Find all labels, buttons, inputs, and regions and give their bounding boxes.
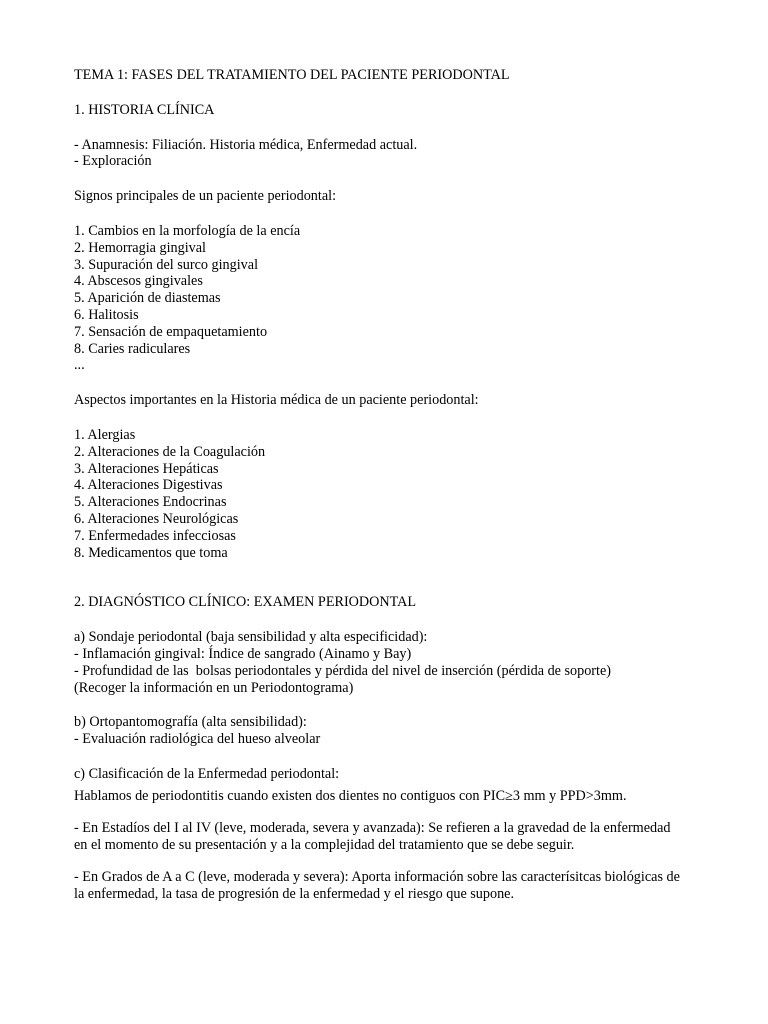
grades-paragraph: - En Grados de A a C (leve, moderada y severa): Aporta información sobre las caracterísitcas biológicas de la enfermedad, la tasa de progresión de la enfermedad y el riesgo que supone.	[74, 868, 680, 902]
list-item: 4. Abscesos gingivales	[74, 273, 203, 290]
list-item: 7. Enfermedades infecciosas	[74, 527, 236, 544]
text-line: - Evaluación radiológica del hueso alveolar	[74, 731, 321, 748]
anamnesis-list	[74, 137, 708, 171]
aspects-intro: Aspectos importantes en la Historia médica de un paciente periodontal:	[74, 392, 479, 409]
list-item: 8. Medicamentos que toma	[74, 544, 228, 561]
list-item: 3. Alteraciones Hepáticas	[74, 460, 219, 477]
list-item: 3. Supuración del surco gingival	[74, 256, 259, 273]
list-item: 1. Cambios en la morfología de la encía	[74, 222, 301, 239]
list-item: 5. Alteraciones Endocrinas	[74, 494, 227, 511]
stages-paragraph: - En Estadíos del I al IV (leve, moderada, severa y avanzada): Se refieren a la gravedad de la enfermedad en el momento de su presentación y a la complejidad del tratamiento que se debe seguir.	[74, 819, 671, 853]
text-line: a) Sondaje periodontal (baja sensibilidad y alta especificidad):	[74, 629, 428, 646]
probing-block	[74, 629, 708, 696]
classification-text: Hablamos de periodontitis cuando existen dos dientes no contiguos con PIC≥3 mm y PPD>3mm.	[74, 787, 627, 804]
list-item: 1. Alergias	[74, 426, 136, 443]
aspects-list	[74, 427, 708, 561]
signs-intro: Signos principales de un paciente periodontal:	[74, 188, 337, 205]
list-item: 2. Hemorragia gingival	[74, 239, 206, 256]
list-item: 7. Sensación de empaquetamiento	[74, 323, 268, 340]
text-line: - Profundidad de las bolsas periodontales y pérdida del nivel de inserción (pérdida de soporte)	[74, 662, 611, 679]
list-item: 5. Aparición de diastemas	[74, 290, 221, 307]
list-item: 6. Alteraciones Neurológicas	[74, 510, 239, 527]
list-item: 4. Alteraciones Digestivas	[74, 477, 223, 494]
list-item: 6. Halitosis	[74, 306, 139, 323]
signs-list	[74, 223, 708, 374]
section-1-heading: 1. HISTORIA CLÍNICA	[74, 101, 215, 118]
list-item: - Exploración	[74, 153, 152, 170]
list-item: 2. Alteraciones de la Coagulación	[74, 443, 266, 460]
radiograph-block	[74, 714, 708, 748]
text-line: (Recoger la información en un Periodontograma)	[74, 679, 354, 696]
list-item: 8. Caries radiculares	[74, 340, 191, 357]
section-2-heading: 2. DIAGNÓSTICO CLÍNICO: EXAMEN PERIODONTAL	[74, 594, 417, 611]
classification-heading: c) Clasificación de la Enfermedad periodontal:	[74, 765, 340, 782]
document-title: TEMA 1: FASES DEL TRATAMIENTO DEL PACIENTE PERIODONTAL	[74, 67, 510, 83]
list-item: - Anamnesis: Filiación. Historia médica, Enfermedad actual.	[74, 136, 418, 153]
text-line: - Inflamación gingival: Índice de sangrado (Ainamo y Bay)	[74, 645, 412, 662]
list-item: ...	[74, 357, 85, 374]
text-line: b) Ortopantomografía (alta sensibilidad):	[74, 714, 307, 731]
